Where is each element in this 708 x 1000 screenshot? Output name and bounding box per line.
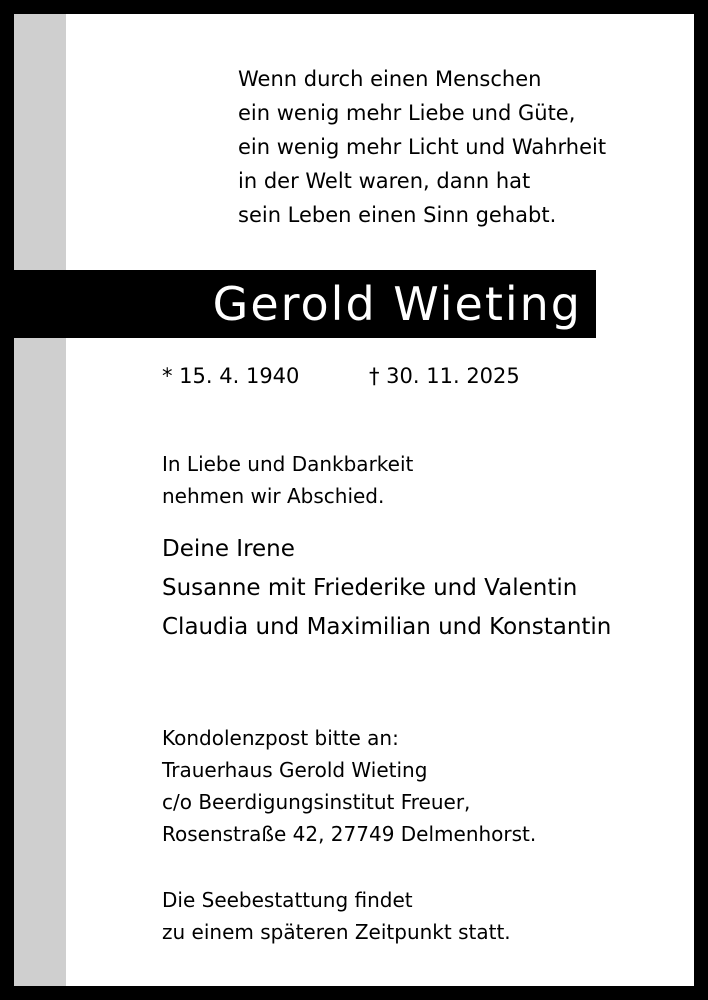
- condolence-address: Kondolenzpost bitte an: Trauerhaus Gerold Wieting c/o Beerdigungsinstitut Freuer, Rosenstraße 42, 27749 Delmenhorst.: [162, 726, 537, 846]
- burial-notice: Die Seebestattung findet zu einem späteren Zeitpunkt statt.: [162, 888, 511, 944]
- memorial-poem: Wenn durch einen Menschen ein wenig mehr Liebe und Güte, ein wenig mehr Licht und Wahrheit in der Welt waren, dann hat sein Leben einen Sinn gehabt.: [238, 67, 607, 227]
- deceased-name: Gerold Wieting: [212, 277, 582, 331]
- grey-side-stripe: [14, 14, 66, 986]
- family-members: Deine Irene Susanne mit Friederike und Valentin Claudia und Maximilian und Konstantin: [162, 536, 612, 640]
- death-date: † 30. 11. 2025: [369, 364, 520, 388]
- farewell-text: In Liebe und Dankbarkeit nehmen wir Abschied.: [162, 452, 414, 508]
- name-banner: [14, 270, 596, 338]
- birth-date: * 15. 4. 1940: [162, 364, 300, 388]
